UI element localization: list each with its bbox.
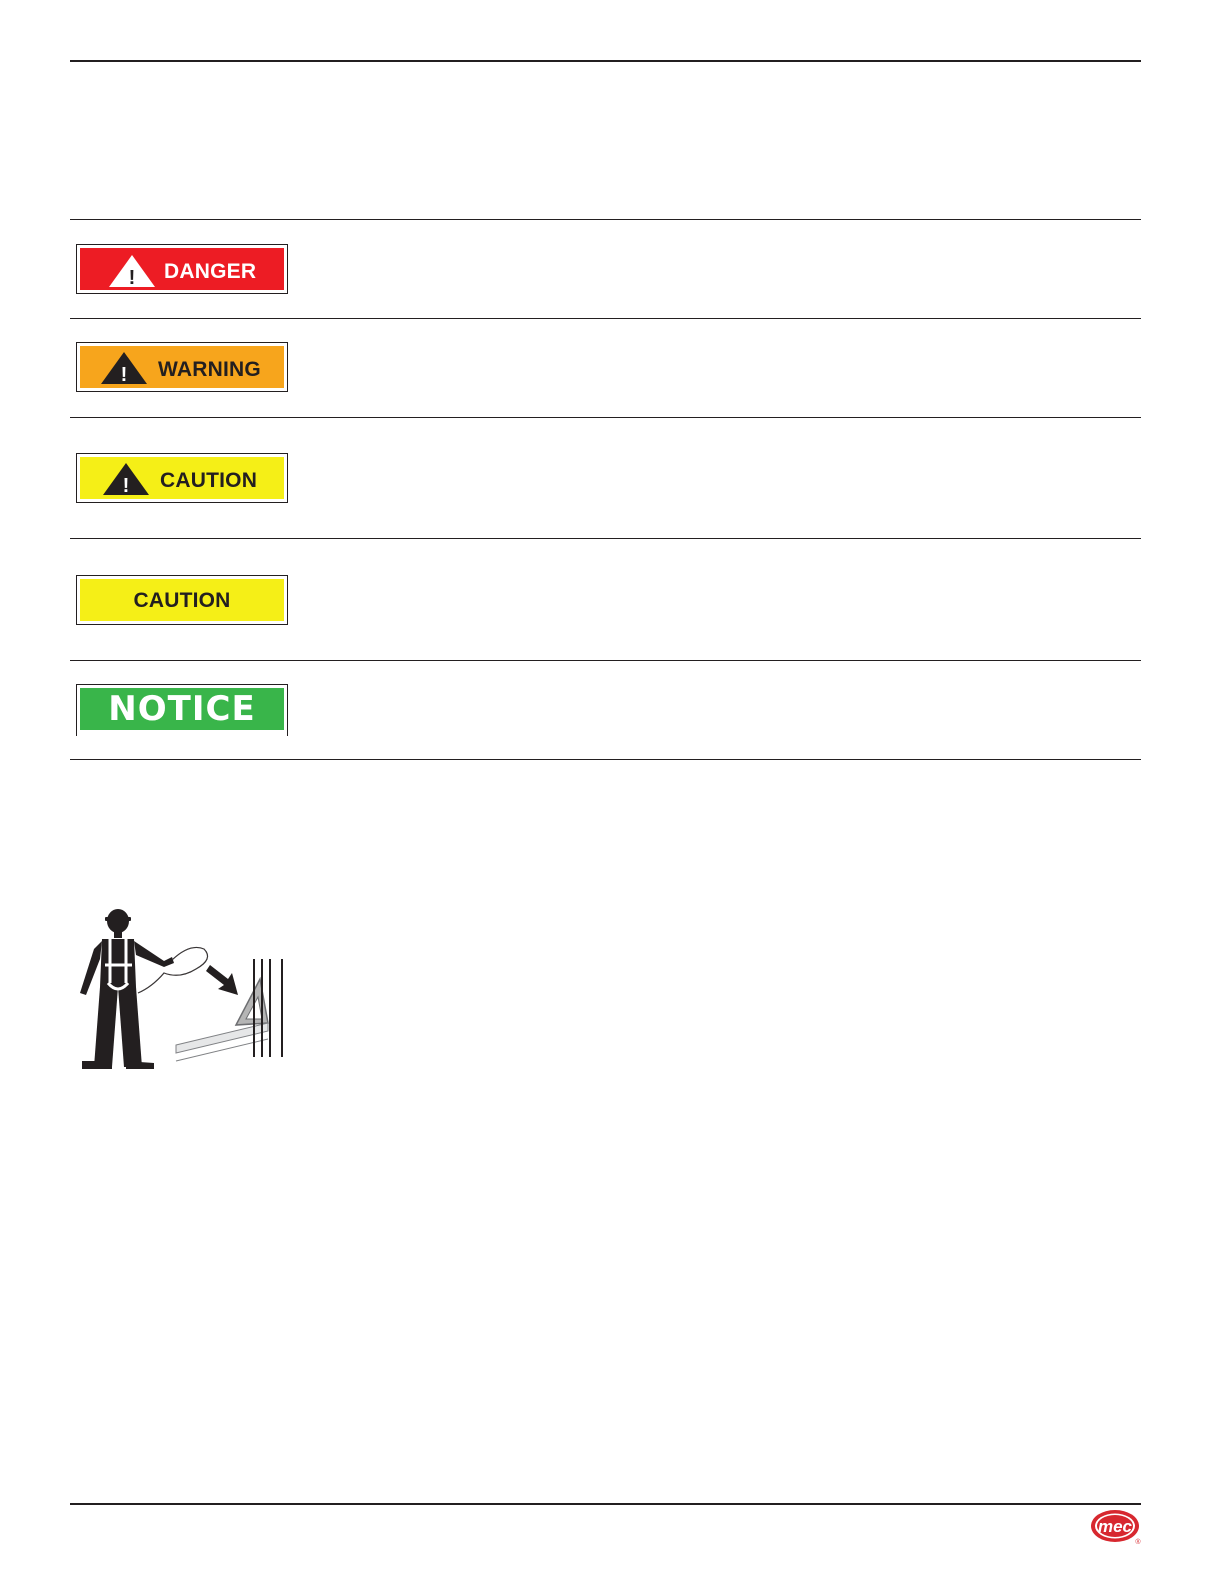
caution-alert-text: CAUTION bbox=[160, 469, 258, 492]
notice-text: NOTICE bbox=[108, 689, 256, 729]
mec-logo bbox=[1089, 1508, 1143, 1546]
exclamation-triangle-icon bbox=[102, 462, 150, 496]
warning-text: WARNING bbox=[158, 358, 261, 381]
caution-signal-label bbox=[76, 575, 288, 625]
table-divider-3 bbox=[70, 538, 1141, 539]
registered-mark: ® bbox=[1135, 1539, 1141, 1546]
alert-mark: ! bbox=[122, 475, 130, 496]
alert-mark: ! bbox=[128, 267, 136, 288]
fall-protection-illustration bbox=[72, 903, 292, 1075]
brand-wordmark: mec bbox=[1097, 1517, 1133, 1536]
danger-text: DANGER bbox=[164, 260, 257, 283]
table-top-rule bbox=[70, 219, 1141, 220]
alert-mark: ! bbox=[120, 364, 128, 385]
warning-signal-label bbox=[76, 342, 288, 392]
footer-rule bbox=[70, 1503, 1141, 1505]
notice-signal-label bbox=[76, 684, 288, 736]
arrow-icon bbox=[206, 965, 238, 995]
exclamation-triangle-icon bbox=[100, 351, 148, 385]
caution-text: CAUTION bbox=[133, 588, 231, 612]
table-divider-4 bbox=[70, 660, 1141, 661]
header-rule bbox=[70, 60, 1141, 62]
table-divider-1 bbox=[70, 318, 1141, 319]
exclamation-triangle-icon bbox=[108, 254, 156, 288]
worker-figure bbox=[80, 909, 174, 1069]
table-bottom-rule bbox=[70, 759, 1141, 760]
danger-signal-label bbox=[76, 244, 288, 294]
table-divider-2 bbox=[70, 417, 1141, 418]
caution-alert-signal-label bbox=[76, 453, 288, 503]
